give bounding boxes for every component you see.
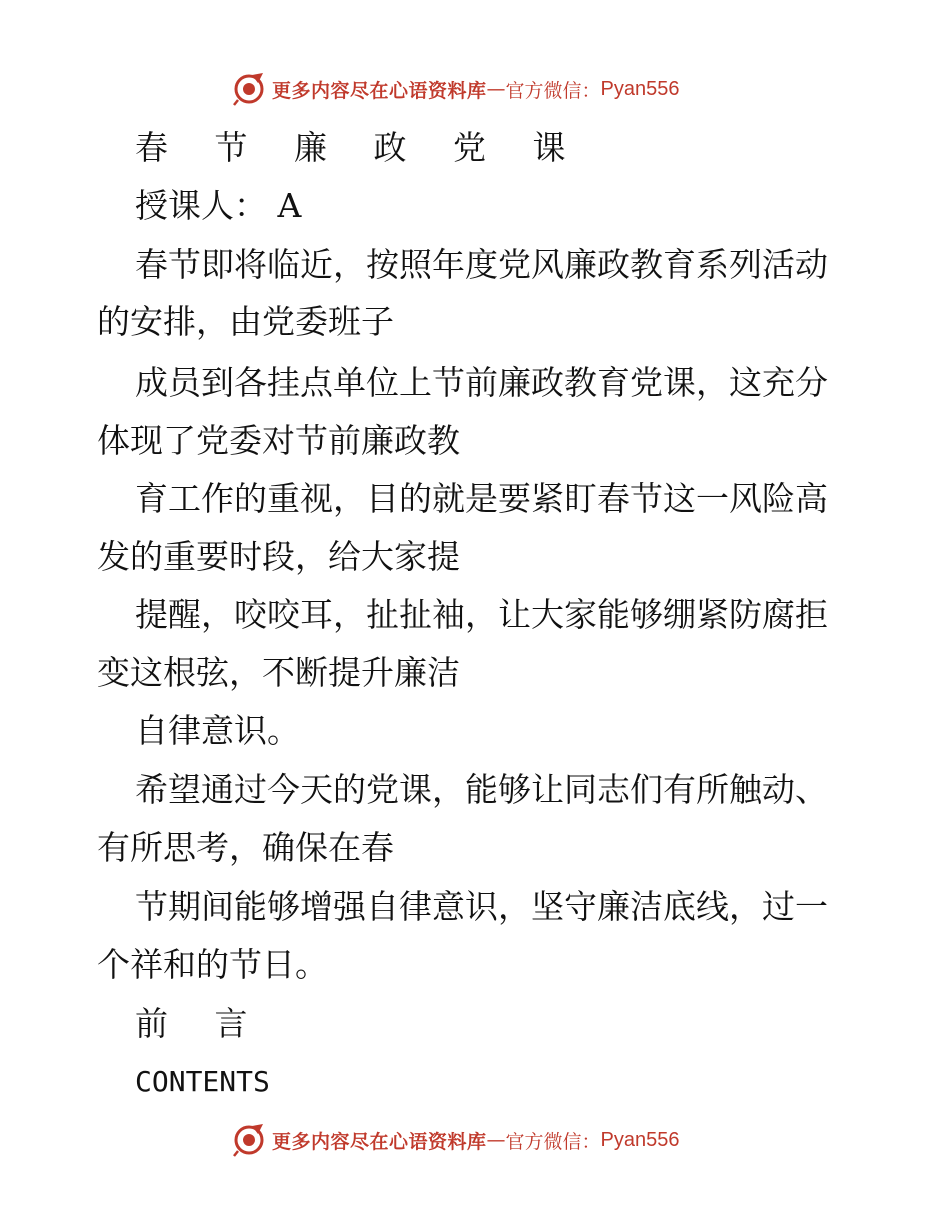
body-line: 自律意识。 [135, 711, 300, 750]
body-line: 体现了党委对节前廉政教 [97, 421, 460, 460]
lecturer-line: 授课人： A [135, 186, 302, 225]
watermark-separator: — [486, 1129, 506, 1151]
quill-seal-icon [232, 1123, 266, 1157]
body-line: 育工作的重视，目的就是要紧盯春节这一风险高 [135, 479, 828, 518]
body-line: 有所思考，确保在春 [97, 828, 394, 867]
quill-seal-icon [232, 72, 266, 106]
body-line: 提醒，咬咬耳，扯扯袖，让大家能够绷紧防腐拒 [135, 595, 828, 634]
watermark-site-text: 更多内容尽在心语资料库 [272, 1130, 487, 1153]
document-title: 春 节 廉 政 党 课 [135, 128, 584, 167]
body-line: 个祥和的节日。 [97, 945, 328, 984]
watermark-separator: — [486, 78, 506, 100]
watermark-wechat-id: Pyan556 [600, 77, 680, 100]
watermark-wechat-id: Pyan556 [600, 1128, 680, 1151]
preface-heading: 前 言 [135, 1004, 266, 1043]
body-line: 变这根弦，不断提升廉洁 [97, 653, 460, 692]
body-line: 的安排，由党委班子 [97, 302, 394, 341]
footer-watermark [232, 1123, 680, 1157]
watermark-wechat-label: 官方微信： [505, 1130, 601, 1153]
body-line: 希望通过今天的党课，能够让同志们有所触动、 [135, 770, 828, 809]
body-line: 成员到各挂点单位上节前廉政教育党课，这充分 [135, 363, 828, 402]
contents-heading: CONTENTS [135, 1065, 270, 1098]
body-line: 发的重要时段，给大家提 [97, 537, 460, 576]
body-line: 节期间能够增强自律意识，坚守廉洁底线，过一 [135, 887, 828, 926]
body-line: 春节即将临近，按照年度党风廉政教育系列活动 [135, 245, 828, 284]
watermark-site-text: 更多内容尽在心语资料库 [272, 79, 487, 102]
watermark-wechat-label: 官方微信： [505, 79, 601, 102]
header-watermark [232, 72, 680, 106]
